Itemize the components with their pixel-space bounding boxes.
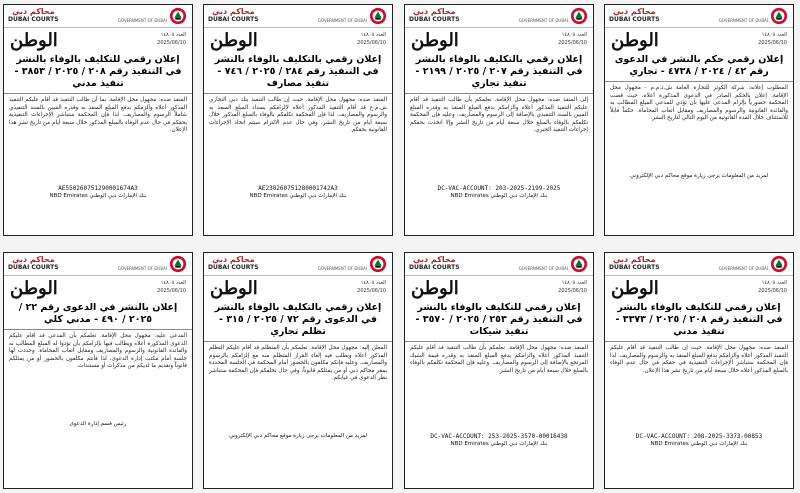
courts-name-ar: محاكم دبي bbox=[211, 255, 255, 264]
government-emblem-icon bbox=[570, 7, 588, 25]
dubai-courts-logo bbox=[609, 8, 660, 23]
notice-footer: بنك الإمارات دبي الوطني NBD Emirates bbox=[249, 193, 347, 199]
issue-date: 2025/06/10 bbox=[758, 288, 787, 294]
newspaper-name: الوطن bbox=[10, 278, 58, 299]
newspaper-name: الوطن bbox=[10, 30, 58, 51]
newspaper-masthead bbox=[405, 276, 593, 302]
notice-title: إعلان رقمي حكم بالنشر في الدعوى رقم ٤٢ / ٢٠٢٤ / ٤٧٣٨ - تجاري bbox=[605, 54, 793, 82]
government-emblem-icon bbox=[570, 255, 588, 273]
issue-number: العدد ١٤٨٠٥ bbox=[561, 280, 587, 286]
notice-footer: لمزيد من المعلومات يرجى زيارة موقع محاكم دبي الإلكتروني bbox=[629, 173, 769, 179]
notice-card bbox=[604, 252, 794, 489]
notice-body: المنفذ ضده: مجهول محل الإقامة. حيث إن طالب التنفيذ قد أقام عليكم التنفيذ المذكور أعلاه والزامكم بدفع المبلغ المنفذ به والرسوم والمصاريف. لذا فإن المحكمة ستباشر الإجراءات التنفيذية في حقكم في حال عدم الوفاء بالمبلغ المذكور أعلاه خلال سبعة أيام من تاريخ نشر هذا الإعلان. bbox=[610, 345, 788, 374]
courts-name-en: DUBAI COURTS bbox=[409, 264, 460, 271]
courts-name-ar: محاكم دبي bbox=[11, 255, 55, 264]
newspaper-name: الوطن bbox=[611, 30, 659, 51]
newspaper-name: الوطن bbox=[411, 278, 459, 299]
notice-header bbox=[405, 253, 593, 276]
government-emblem-icon bbox=[169, 7, 187, 25]
notice-footer: بنك الإمارات دبي الوطني NBD Emirates bbox=[450, 441, 548, 447]
notice-footer: بنك الإمارات دبي الوطني NBD Emirates bbox=[49, 193, 147, 199]
courts-name-ar: محاكم دبي bbox=[211, 7, 255, 16]
notice-card bbox=[3, 252, 193, 489]
government-label: GOVERNMENT OF DUBAI bbox=[317, 266, 367, 271]
courts-name-en: DUBAI COURTS bbox=[609, 16, 660, 23]
newspaper-name: الوطن bbox=[210, 278, 258, 299]
issue-number: العدد ١٤٨٠٥ bbox=[160, 280, 186, 286]
notice-body: المعلن إليه: مجهول محل الإقامة. نعلمكم بأن المتظلم قد أقام عليكم التظلم المذكور أعلاه ويطلب فيه إلغاء القرار المتظلم منه مع إلزامكم بالرسوم والمصاريف. وعليه فإنكم مكلفون بالحضور أمام المحكمة في الجلسة المحددة بمقر محاكم دبي أو من يمثلكم قانوناً، وفي حال تخلفكم فإن المحكمة ستباشر نظر الدعوى في غيابكم. bbox=[209, 345, 387, 382]
issue-number: العدد ١٤٨٠٥ bbox=[360, 280, 386, 286]
issue-number: العدد ١٤٨٠٥ bbox=[761, 280, 787, 286]
newspaper-masthead bbox=[204, 28, 392, 54]
courts-name-en: DUBAI COURTS bbox=[8, 264, 59, 271]
courts-name-ar: محاكم دبي bbox=[612, 255, 656, 264]
notice-title: إعلان رقمي للتكليف بالوفاء بالنشر في التنفيذ رقم ٢٠٨ / ٢٠٢٥ / ٣٨٥٣ - تنفيذ مدني bbox=[4, 54, 192, 94]
government-emblem-icon bbox=[770, 7, 788, 25]
courts-name-en: DUBAI COURTS bbox=[208, 264, 259, 271]
notice-card bbox=[3, 4, 193, 236]
newspaper-masthead bbox=[405, 28, 593, 54]
notice-header bbox=[405, 5, 593, 28]
notice-header bbox=[605, 5, 793, 28]
issue-number: العدد ١٤٨٠٥ bbox=[160, 32, 186, 38]
notice-card bbox=[404, 252, 594, 489]
courts-name-ar: محاكم دبي bbox=[412, 7, 456, 16]
newspaper-masthead bbox=[204, 276, 392, 302]
courts-name-ar: محاكم دبي bbox=[412, 255, 456, 264]
notice-footer: بنك الإمارات دبي الوطني NBD Emirates bbox=[650, 441, 748, 447]
government-emblem-icon bbox=[169, 255, 187, 273]
notice-body: المطلوب إعلانه: شركة الكوثر للتجارة العامة ش.ذ.م.م - مجهول محل الإقامة. إعلان بالحكم الصادر في الدعوى المذكورة أعلاه، حيث قضت المحكمة حضورياً بإلزام المدعى عليها بأن تؤدي للمدعي المبلغ المطالب به والفائدة القانونية والرسوم والمصاريف ومقابل أتعاب المحاماة. حكماً قابلاً للاستئناف خلال المدة القانونية من اليوم التالي لتاريخ النشر. bbox=[610, 85, 788, 122]
courts-name-en: DUBAI COURTS bbox=[409, 16, 460, 23]
government-label: GOVERNMENT OF DUBAI bbox=[117, 18, 167, 23]
notice-header bbox=[4, 5, 192, 28]
account-number: AE230260751280001742A3 bbox=[258, 185, 338, 192]
government-label: GOVERNMENT OF DUBAI bbox=[518, 266, 568, 271]
notice-footer: لمزيد من المعلومات يرجى زيارة موقع محاكم دبي الإلكتروني bbox=[228, 433, 368, 439]
dubai-courts-logo bbox=[409, 256, 460, 271]
issue-date: 2025/06/10 bbox=[357, 288, 386, 294]
issue-number: العدد ١٤٨٠٥ bbox=[360, 32, 386, 38]
dubai-courts-logo bbox=[208, 8, 259, 23]
issue-number: العدد ١٤٨٠٥ bbox=[561, 32, 587, 38]
account-number: DC-VAC-ACCOUNT: 203-2025-2199-2025 bbox=[437, 185, 561, 192]
notice-title: إعلان رقمي بالتكليف بالوفاء بالنشر في التنفيذ رقم ٢٠٧ / ٢٠٢٥ / ٢١٩٩ - تنفيذ تجاري bbox=[405, 54, 593, 94]
government-label: GOVERNMENT OF DUBAI bbox=[718, 266, 768, 271]
government-label: GOVERNMENT OF DUBAI bbox=[317, 18, 367, 23]
notice-body: المنفذ ضده: مجهول محل الإقامة. حيث إن طالب التنفيذ بنك دبي التجاري ش.م.ع قد أقام التنفيذ المذكور أعلاه لإلزامكم بسداد المبلغ المنفذ به والرسوم والمصاريف. لذا فإن المحكمة تكلفكم بالوفاء بالمبلغ المذكور خلال سبعة أيام من تاريخ النشر، وفي حال عدم الالتزام سيتم اتخاذ الإجراءات القانونية بحقكم. bbox=[209, 97, 387, 134]
notice-title: إعلان رقمي للتكليف بالوفاء بالنشر في التنفيذ رقم ٢٠٨ / ٢٠٢٥ / ٣٣٧٣ - تنفيذ مدني bbox=[605, 302, 793, 342]
notice-body: المدعى عليه: مجهول محل الإقامة. نعلمكم بأن المدعي قد أقام عليكم الدعوى المذكورة أعلاه ويطالب فيها بإلزامكم بأن تؤدوا له المبلغ المطالب به والفائدة القانونية والرسوم والمصاريف ومقابل أتعاب المحاماة. وحددت لها جلسة أمام مكتب إدارة الدعوى، لذا فأنتم مكلفون بالحضور أو من يمثلكم قانوناً وتقديم ما لديكم من مذكرات أو مستندات. bbox=[9, 333, 187, 370]
account-number: AE550260751290001674A3 bbox=[58, 185, 138, 192]
notice-body: المنفذ ضده: مجهول محل الإقامة. بما أن طالب التنفيذ قد أقام عليكم التنفيذ المذكور أعلاه وألزمكم بدفع المبلغ المنفذ به وقدره المبين بالسند التنفيذي شاملاً الرسوم والمصاريف. لذا فإن المحكمة ستباشر الإجراءات التنفيذية بحقكم في حال عدم الوفاء بالمبلغ المذكور خلال سبعة أيام من تاريخ نشر هذا الإعلان. bbox=[9, 97, 187, 134]
notice-card bbox=[604, 4, 794, 236]
issue-date: 2025/06/10 bbox=[157, 40, 186, 46]
dubai-courts-logo bbox=[8, 8, 59, 23]
dubai-courts-logo bbox=[8, 256, 59, 271]
notice-card bbox=[203, 4, 393, 236]
newspaper-masthead bbox=[605, 276, 793, 302]
newspaper-name: الوطن bbox=[210, 30, 258, 51]
newspaper-masthead bbox=[4, 276, 192, 302]
account-number: DC-VAC-ACCOUNT: 208-2025-3373-00853 bbox=[635, 433, 763, 440]
issue-date: 2025/06/10 bbox=[558, 40, 587, 46]
courts-name-ar: محاكم دبي bbox=[11, 7, 55, 16]
newspaper-masthead bbox=[605, 28, 793, 54]
notice-title: إعلان رقمي بالتكليف بالوفاء بالنشر في التنفيذ رقم ٢٨٤ / ٢٠٢٥ / ٧٤٦ - تنفيذ مصارف bbox=[204, 54, 392, 94]
courts-name-en: DUBAI COURTS bbox=[8, 16, 59, 23]
notice-title: إعلان رقمي للتكليف بالوفاء بالنشر في التنفيذ رقم ٢٥٣ / ٢٠٢٥ / ٣٥٧٠ - تنفيذ شيكات bbox=[405, 302, 593, 342]
courts-name-ar: محاكم دبي bbox=[612, 7, 656, 16]
issue-number: العدد ١٤٨٠٥ bbox=[761, 32, 787, 38]
notice-title: إعلان رقمي بالتكليف بالوفاء بالنشر في الدعوى رقم ٧٢ / ٢٠٢٥ / ٣١٥ - تظلم تجاري bbox=[204, 302, 392, 342]
issue-date: 2025/06/10 bbox=[758, 40, 787, 46]
issue-date: 2025/06/10 bbox=[558, 288, 587, 294]
government-emblem-icon bbox=[369, 255, 387, 273]
issue-date: 2025/06/10 bbox=[357, 40, 386, 46]
notice-header bbox=[4, 253, 192, 276]
account-number: DC-VAC-ACCOUNT: 253-2025-3570-00016438 bbox=[430, 433, 568, 440]
notice-header bbox=[204, 5, 392, 28]
courts-name-en: DUBAI COURTS bbox=[609, 264, 660, 271]
government-label: GOVERNMENT OF DUBAI bbox=[518, 18, 568, 23]
notice-body: إلى المنفذ ضده: مجهول محل الإقامة. نعلمكم بأن طالب التنفيذ قد أقام عليكم التنفيذ المذكور أعلاه والزامكم بدفع المبلغ المنفذ به وقدره المبلغ المبين بالسند التنفيذي بالإضافة إلى الرسوم والمصاريف. وعليه فإن المحكمة تكلفكم بالوفاء بالمبلغ خلال سبعة أيام من تاريخ النشر وإلا اتخذت بحقكم إجراءات التنفيذ الجبري. bbox=[410, 97, 588, 134]
notice-card bbox=[203, 252, 393, 489]
government-label: GOVERNMENT OF DUBAI bbox=[718, 18, 768, 23]
notice-footer: رئيس قسم إدارة الدعوى bbox=[69, 421, 127, 427]
notice-header bbox=[204, 253, 392, 276]
newspaper-name: الوطن bbox=[411, 30, 459, 51]
notice-footer: بنك الإمارات دبي الوطني NBD Emirates bbox=[450, 193, 548, 199]
government-emblem-icon bbox=[369, 7, 387, 25]
dubai-courts-logo bbox=[609, 256, 660, 271]
dubai-courts-logo bbox=[208, 256, 259, 271]
notice-card bbox=[404, 4, 594, 236]
newspaper-masthead bbox=[4, 28, 192, 54]
newspaper-name: الوطن bbox=[611, 278, 659, 299]
notice-header bbox=[605, 253, 793, 276]
issue-date: 2025/06/10 bbox=[157, 288, 186, 294]
courts-name-en: DUBAI COURTS bbox=[208, 16, 259, 23]
notice-body: المنفذ ضده: مجهول محل الإقامة. نعلمكم بأن طالب التنفيذ قد أقام عليكم التنفيذ المذكور أعلاه والزامكم بدفع المبلغ المنفذ به وقدره قيمة الشيك المرتجع بالإضافة إلى الرسوم والمصاريف. وعليه فإن المحكمة تكلفكم بالوفاء بالمبلغ خلال سبعة أيام من تاريخ النشر. bbox=[410, 345, 588, 374]
government-label: GOVERNMENT OF DUBAI bbox=[117, 266, 167, 271]
notice-title: إعلان بالنشر في الدعوى رقم ٢٢ / ٢٠٢٥ / ٤٩٠ - مدني كلي bbox=[4, 302, 192, 330]
dubai-courts-logo bbox=[409, 8, 460, 23]
government-emblem-icon bbox=[770, 255, 788, 273]
